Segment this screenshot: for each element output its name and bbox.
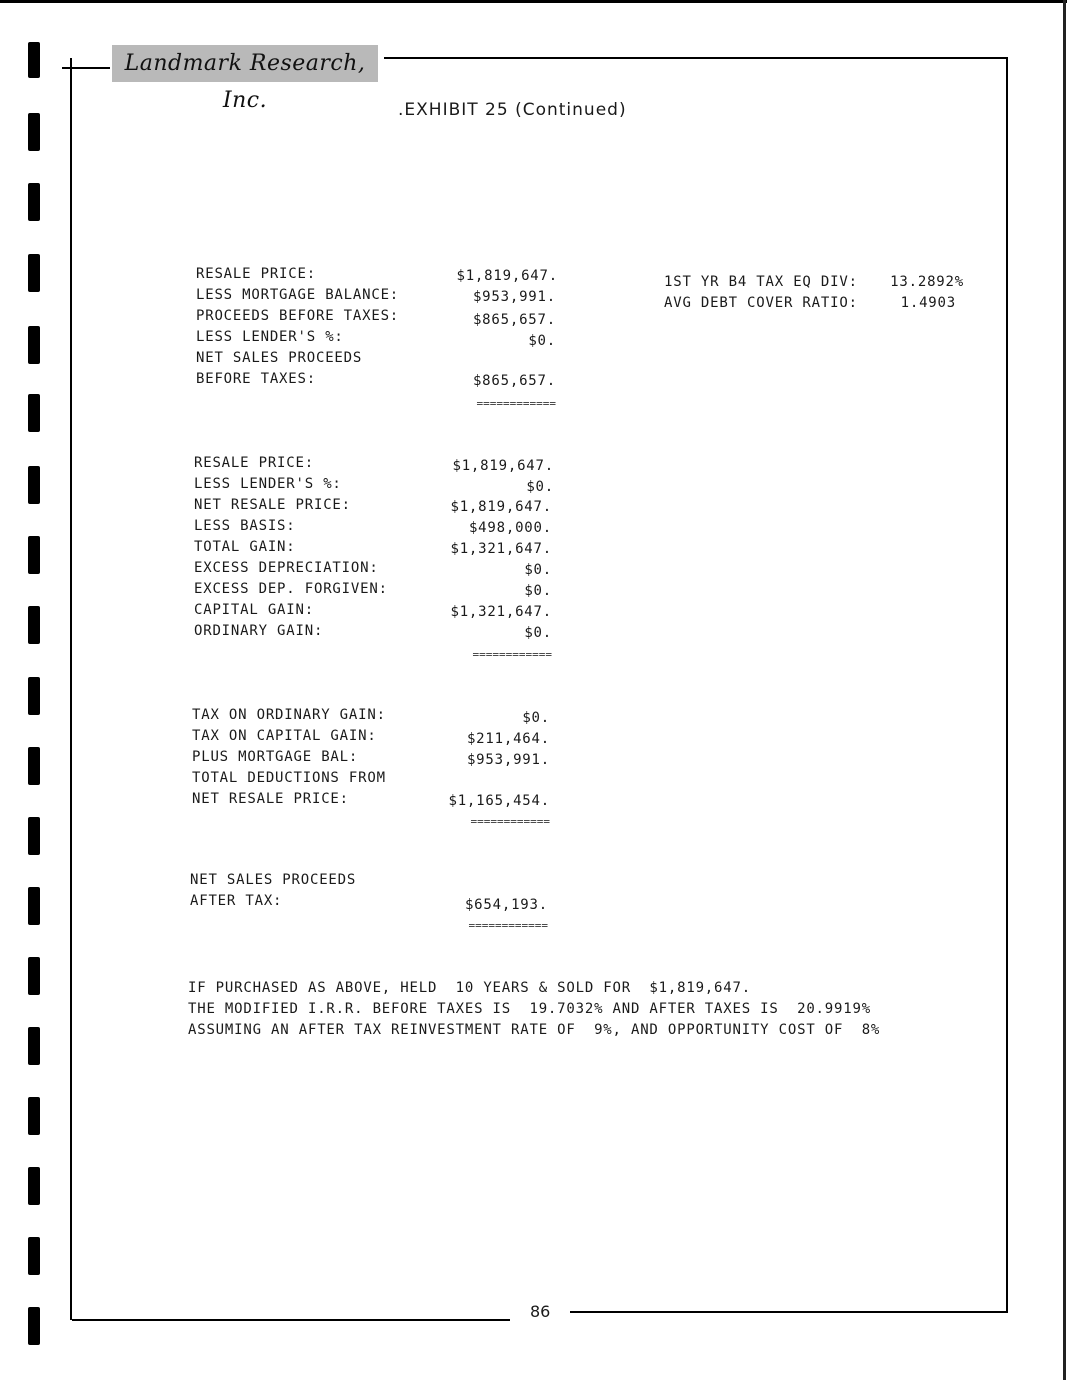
punch-mark bbox=[28, 536, 40, 574]
row-label: BEFORE TAXES: bbox=[196, 371, 316, 387]
row-value: $0. bbox=[524, 625, 552, 641]
row-value: $0. bbox=[528, 333, 556, 349]
row-label: TOTAL DEDUCTIONS FROM bbox=[192, 770, 386, 786]
row-value: $1,819,647. bbox=[450, 499, 552, 515]
ledger-row bbox=[190, 893, 548, 914]
row-value: $1,819,647. bbox=[456, 268, 558, 284]
punch-mark bbox=[28, 183, 40, 221]
punch-mark bbox=[28, 326, 40, 364]
row-label: EXCESS DEP. FORGIVEN: bbox=[194, 581, 388, 597]
row-label: RESALE PRICE: bbox=[194, 455, 314, 471]
row-value: $865,657. bbox=[472, 373, 556, 389]
frame-border bbox=[72, 1319, 510, 1321]
row-value: $0. bbox=[524, 583, 552, 599]
ledger-row bbox=[194, 476, 554, 497]
punch-mark bbox=[28, 677, 40, 715]
punch-mark bbox=[28, 42, 40, 78]
row-label: LESS BASIS: bbox=[194, 518, 296, 534]
row-label: RESALE PRICE: bbox=[196, 266, 316, 282]
frame-border bbox=[1006, 58, 1008, 1313]
company-logo: Landmark Research, Inc. bbox=[112, 45, 378, 82]
metric-label: AVG DEBT COVER RATIO: bbox=[664, 295, 858, 311]
ledger-row bbox=[194, 602, 552, 623]
total-separator: ============ bbox=[468, 919, 548, 932]
ledger-row bbox=[192, 770, 550, 791]
row-label: LESS LENDER'S %: bbox=[196, 329, 344, 345]
row-value: $0. bbox=[524, 562, 552, 578]
metric-row bbox=[664, 295, 956, 316]
page-top-edge bbox=[0, 0, 1067, 3]
row-value: $211,464. bbox=[466, 731, 550, 747]
row-value: $1,321,647. bbox=[450, 541, 552, 557]
ledger-row bbox=[190, 872, 548, 893]
ledger-row bbox=[194, 539, 552, 560]
punch-mark bbox=[28, 1167, 40, 1205]
punch-mark bbox=[28, 113, 40, 151]
page-right-edge bbox=[1063, 0, 1066, 1380]
punch-mark bbox=[28, 1097, 40, 1135]
punch-mark bbox=[28, 1237, 40, 1275]
ledger-row bbox=[196, 371, 556, 392]
ledger-row bbox=[196, 329, 556, 350]
row-label: TAX ON ORDINARY GAIN: bbox=[192, 707, 386, 723]
punch-mark bbox=[28, 747, 40, 785]
page-number: 86 bbox=[530, 1302, 551, 1321]
ledger-row bbox=[194, 518, 552, 539]
punch-mark bbox=[28, 887, 40, 925]
row-value: $1,321,647. bbox=[450, 604, 552, 620]
metric-row bbox=[664, 274, 964, 295]
row-label: NET RESALE PRICE: bbox=[194, 497, 351, 513]
metric-value: 13.2892% bbox=[890, 274, 964, 290]
punch-mark bbox=[28, 606, 40, 644]
row-value: $953,991. bbox=[472, 289, 556, 305]
punch-mark bbox=[28, 394, 40, 432]
frame-border bbox=[384, 57, 1008, 59]
metric-value: 1.4903 bbox=[900, 295, 956, 311]
punch-mark bbox=[28, 254, 40, 292]
exhibit-title: .EXHIBIT 25 (Continued) bbox=[398, 100, 627, 120]
ledger-row bbox=[194, 581, 552, 602]
frame-border bbox=[70, 58, 72, 1320]
punch-mark bbox=[28, 466, 40, 504]
ledger-row bbox=[194, 560, 552, 581]
row-value: $0. bbox=[522, 710, 550, 726]
irr-summary bbox=[188, 980, 928, 1046]
row-value: $865,657. bbox=[472, 312, 556, 328]
total-separator: ============ bbox=[472, 648, 552, 661]
row-label: NET RESALE PRICE: bbox=[192, 791, 349, 807]
row-value: $654,193. bbox=[464, 897, 548, 913]
ledger-row bbox=[192, 707, 550, 728]
ledger-row bbox=[194, 623, 552, 644]
row-label: ORDINARY GAIN: bbox=[194, 623, 324, 639]
row-value: $1,819,647. bbox=[452, 458, 554, 474]
row-value: $1,165,454. bbox=[448, 793, 550, 809]
ledger-row bbox=[194, 497, 552, 518]
punch-mark bbox=[28, 1027, 40, 1065]
frame-border bbox=[62, 67, 110, 69]
row-label: AFTER TAX: bbox=[190, 893, 283, 909]
summary-line: THE MODIFIED I.R.R. BEFORE TAXES IS 19.7032% AND AFTER TAXES IS 20.9919% bbox=[188, 1001, 871, 1017]
ledger-row bbox=[196, 350, 556, 371]
punch-mark bbox=[28, 957, 40, 995]
row-label: PLUS MORTGAGE BAL: bbox=[192, 749, 359, 765]
ledger-row bbox=[192, 749, 550, 770]
deductions-section bbox=[192, 707, 552, 832]
total-separator: ============ bbox=[470, 815, 550, 828]
row-label: PROCEEDS BEFORE TAXES: bbox=[196, 308, 400, 324]
ledger-row bbox=[196, 308, 556, 329]
ledger-row bbox=[194, 455, 554, 476]
row-label: LESS MORTGAGE BALANCE: bbox=[196, 287, 400, 303]
ledger-row bbox=[192, 728, 550, 749]
ledger-row bbox=[192, 791, 550, 812]
metric-label: 1ST YR B4 TAX EQ DIV: bbox=[664, 274, 858, 290]
punch-mark bbox=[28, 1307, 40, 1345]
capital-gain-section bbox=[194, 455, 556, 665]
row-label: TAX ON CAPITAL GAIN: bbox=[192, 728, 377, 744]
row-label: NET SALES PROCEEDS bbox=[190, 872, 357, 888]
row-value: $0. bbox=[526, 479, 554, 495]
summary-line: ASSUMING AN AFTER TAX REINVESTMENT RATE OF 9%, AND OPPORTUNITY COST OF 8% bbox=[188, 1022, 881, 1038]
ledger-row bbox=[196, 266, 558, 287]
row-label: EXCESS DEPRECIATION: bbox=[194, 560, 379, 576]
ledger-row bbox=[196, 287, 556, 308]
punch-mark bbox=[28, 817, 40, 855]
row-value: $498,000. bbox=[468, 520, 552, 536]
row-label: TOTAL GAIN: bbox=[194, 539, 296, 555]
row-label: LESS LENDER'S %: bbox=[194, 476, 342, 492]
after-tax-section bbox=[190, 872, 550, 938]
sale-proceeds-section bbox=[196, 266, 558, 416]
side-metrics bbox=[664, 274, 964, 318]
row-label: CAPITAL GAIN: bbox=[194, 602, 314, 618]
total-separator: ============ bbox=[476, 397, 556, 410]
summary-line: IF PURCHASED AS ABOVE, HELD 10 YEARS & SOLD FOR $1,819,647. bbox=[188, 980, 751, 996]
frame-border bbox=[570, 1311, 1008, 1313]
row-label: NET SALES PROCEEDS bbox=[196, 350, 363, 366]
row-value: $953,991. bbox=[466, 752, 550, 768]
